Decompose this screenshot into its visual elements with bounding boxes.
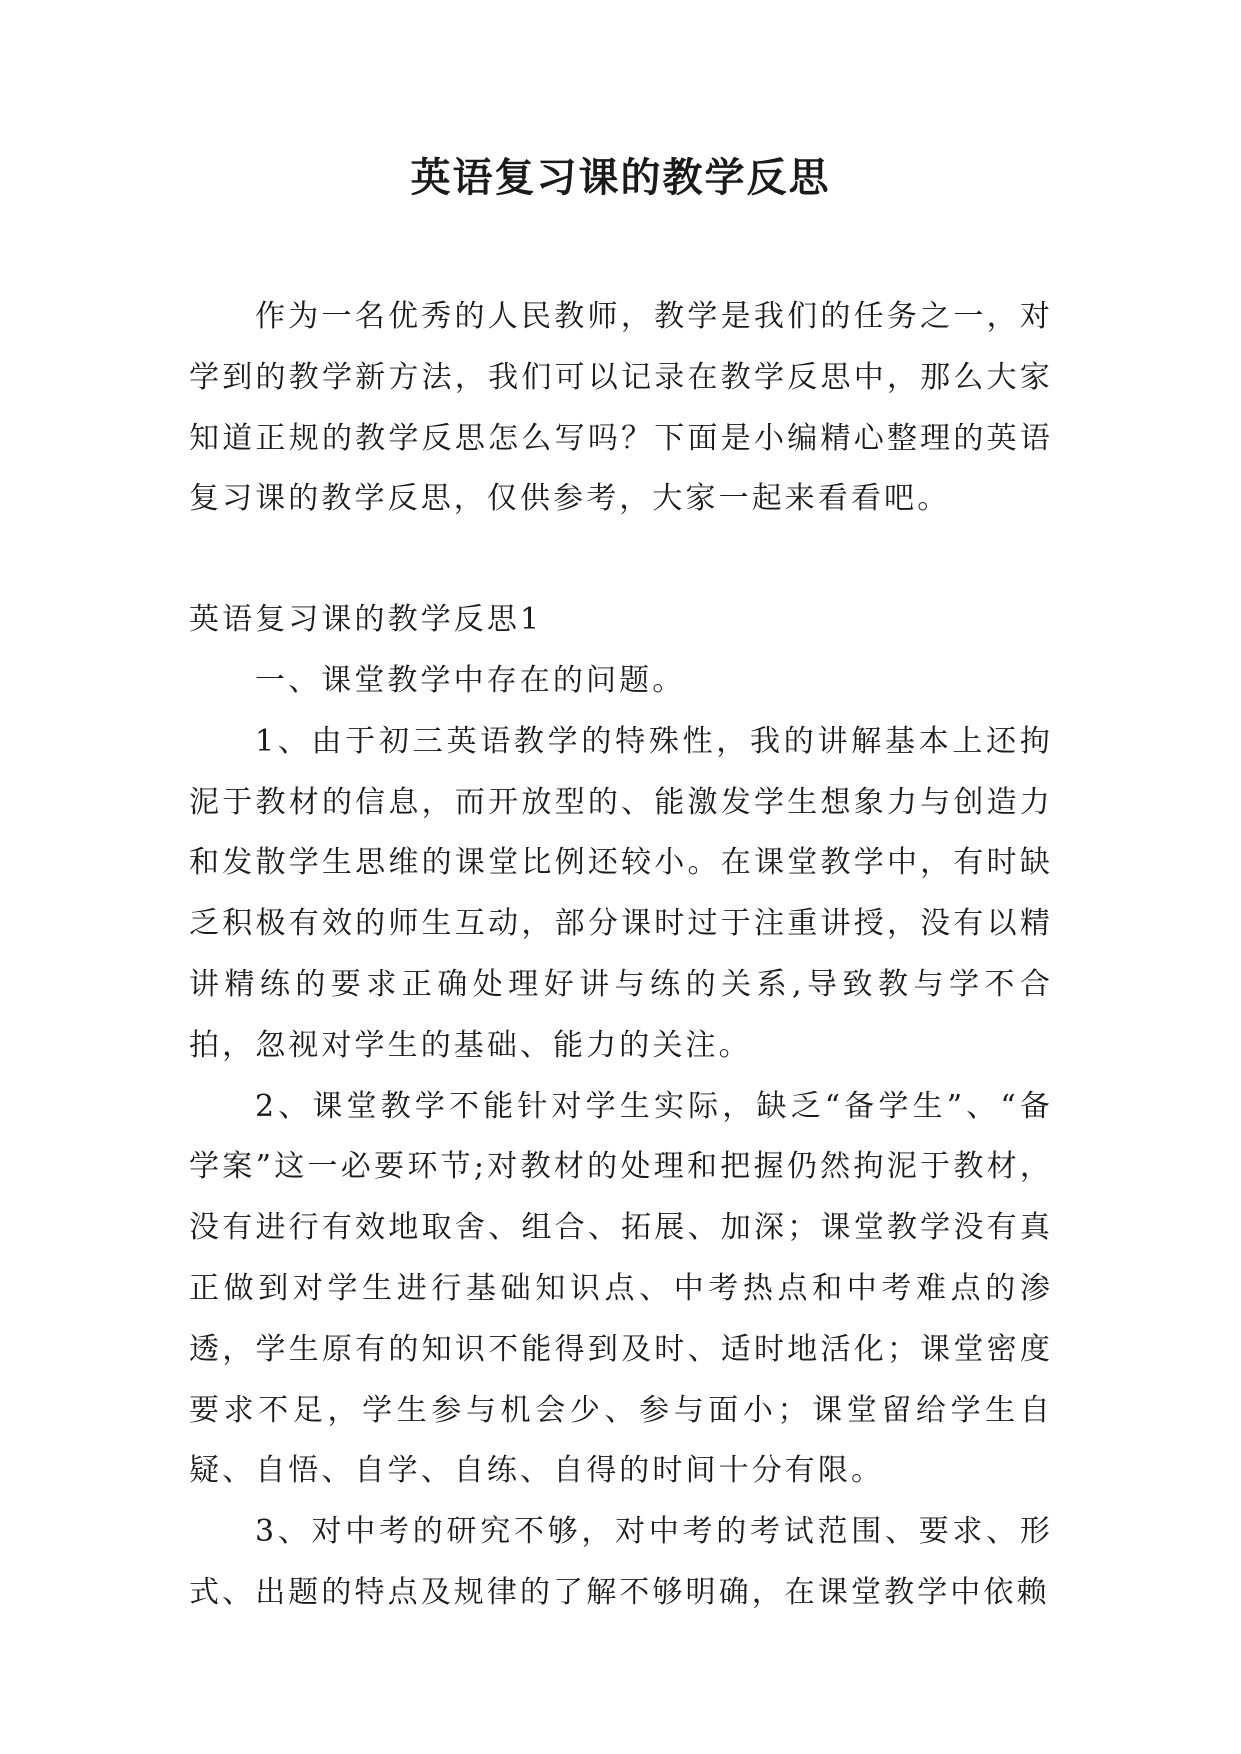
document-body [189,287,1053,1624]
subheading: 一、课堂教学中存在的问题。 [255,662,686,698]
paragraph-spacer [189,530,1053,590]
body-paragraph-1: 1、由于初三英语教学的特殊性，我的讲解基本上还拘泥于教材的信息，而开放型的、能激发学生想象力与创造力和发散学生思维的课堂比例还较小。在课堂教学中，有时缺乏积极有效的师生互动，部分课时过于注重讲授，没有以精讲精练的要求正确处理好讲与练的关系,导致教与学不合拍，忽视对学生的基础、能力的关注。 [189,723,1053,1063]
body-paragraph-2: 2、课堂教学不能针对学生实际，缺乏“备学生”、“备学案”这一必要环节;对教材的处理和把握仍然拘泥于教材，没有进行有效地取舍、组合、拓展、加深；课堂教学没有真正做到对学生进行基础知识点、中考热点和中考难点的渗透，学生原有的知识不能得到及时、适时地活化；课堂密度要求不足，学生参与机会少、参与面小；课堂留给学生自疑、自悟、自学、自练、自得的时间十分有限。 [189,1088,1053,1489]
body-paragraph-3: 3、对中考的研究不够，对中考的考试范围、要求、形式、出题的特点及规律的了解不够明确，在课堂教学中依赖 [189,1514,1053,1610]
section-heading: 英语复习课的教学反思1 [189,602,543,638]
intro-paragraph: 作为一名优秀的人民教师，教学是我们的任务之一，对学到的教学新方法，我们可以记录在教学反思中，那么大家知道正规的教学反思怎么写吗？下面是小编精心整理的英语复习课的教学反思，仅供参考，大家一起来看看吧。 [189,299,1053,517]
document-title: 英语复习课的教学反思 [410,154,831,201]
